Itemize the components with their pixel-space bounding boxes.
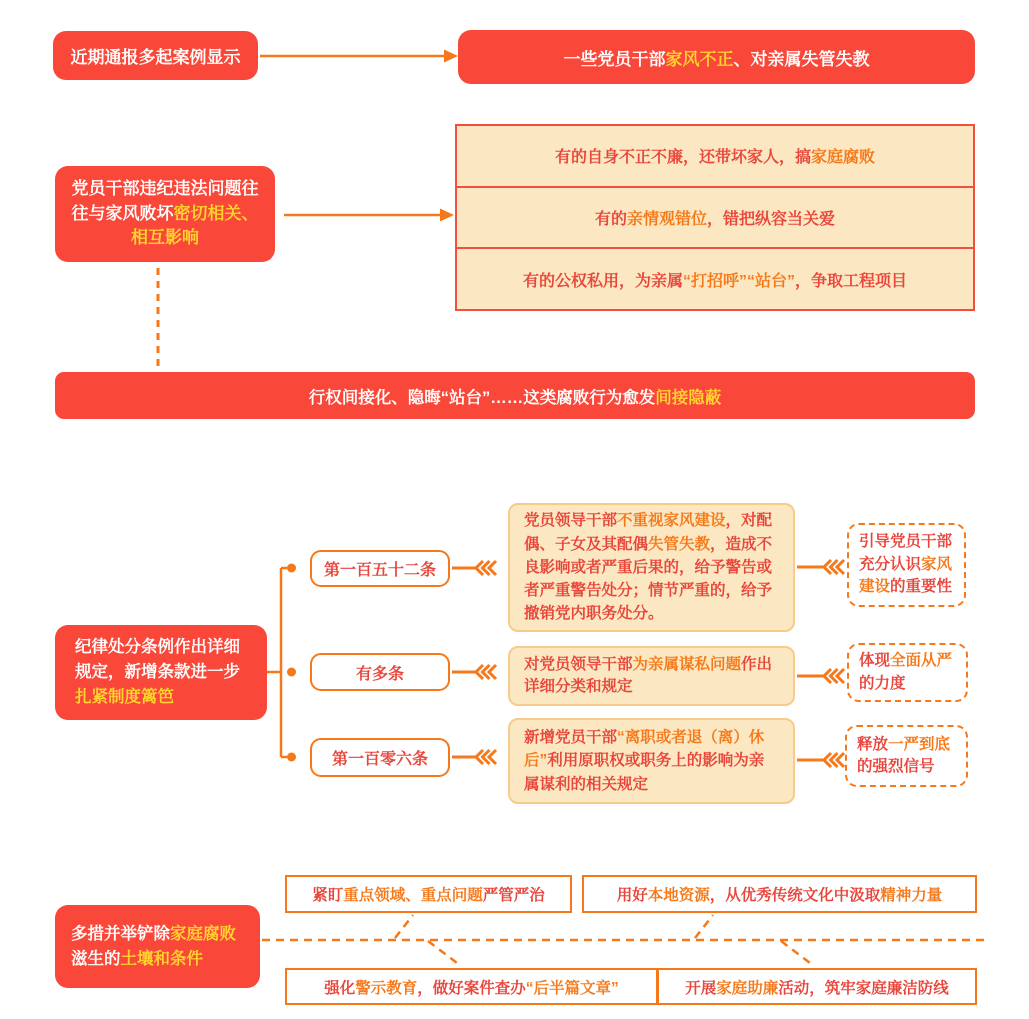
measure-box: [657, 968, 977, 1005]
article-pill-152: [310, 550, 450, 587]
dashed-measures-connector: [262, 915, 985, 966]
examples-panel: [455, 124, 975, 311]
provision-label: 党员领导干部不重视家风建设，对配偶、子女及其配偶失管失教，造成不良影响或者严重后果的，给予警告或者严重警告处分；情节严重的，给予撤销党内职务处分。: [524, 512, 773, 623]
trend-banner: [55, 372, 975, 419]
example-label: 有的公权私用，为亲属“打招呼”“站台”，争取工程项目: [522, 272, 908, 290]
result-box: [458, 30, 975, 84]
provision-box: [508, 646, 795, 706]
measure-box: [582, 875, 977, 913]
example-item: [457, 186, 973, 248]
measures-lead-box: [55, 905, 260, 988]
significance-label: 引导党员干部充分认识家风建设的重要性: [859, 533, 953, 596]
regulation-lead-label: 纪律处分条例作出详细规定，新增条款进一步扎紧制度篱笆: [75, 638, 240, 706]
measure-label: 紧盯重点领域、重点问题严管严治: [312, 887, 545, 904]
article-pill-label: 第一百零六条: [331, 751, 428, 768]
significance-box: [845, 725, 968, 787]
measure-box: [285, 968, 658, 1005]
example-item: [457, 126, 973, 186]
article-pill-label: 有多条: [355, 665, 404, 683]
significance-box: [847, 643, 968, 702]
example-label: 有的自身不正不廉，还带坏家人，搞家庭腐败: [554, 149, 876, 167]
article-pill-multi: [310, 653, 450, 691]
result-label: 一些党员干部家风不正、对亲属失管失教: [563, 49, 870, 69]
measure-box: [285, 875, 572, 913]
provision-label: 新增党员干部“离职或者退（离）休后”利用原职权或职务上的影响为亲属谋利的相关规定: [524, 729, 765, 793]
significance-box: [847, 523, 966, 607]
example-label: 有的亲情观错位，错把纵容当关爱: [594, 211, 836, 228]
case-reports-box: [53, 31, 258, 80]
arrow-case-to-result: [260, 50, 458, 63]
example-item: [457, 247, 973, 309]
bracket-connector: [267, 564, 296, 762]
measure-label: 用好本地资源，从优秀传统文化中汲取精神力量: [616, 887, 943, 904]
measures-lead-label: 多措并举铲除家庭腐败滋生的土壤和条件: [71, 924, 236, 968]
article-pill-106: [310, 738, 450, 777]
measure-label: 开展家庭助廉活动，筑牢家庭廉洁防线: [685, 979, 949, 997]
arrow-cause-to-examples: [284, 209, 454, 222]
measure-label: 强化警示教育，做好案件查办“后半篇文章”: [324, 979, 619, 997]
regulation-lead-box: [55, 625, 267, 720]
cause-box: [55, 166, 275, 262]
provision-box: [508, 503, 795, 632]
significance-label: 释放一严到底的强烈信号: [857, 735, 951, 775]
provision-label: 对党员领导干部为亲属谋私问题作出详细分类和规定: [524, 655, 773, 695]
significance-label: 体现全面从严的力度: [859, 652, 953, 692]
article-pill-label: 第一百五十二条: [323, 562, 436, 579]
trend-banner-label: 行权间接化、隐晦“站台”……这类腐败行为愈发间接隐蔽: [308, 388, 722, 407]
case-reports-label: 近期通报多起案例显示: [70, 48, 241, 67]
provision-box: [508, 718, 795, 804]
cause-label: 党员干部违纪违法问题往往与家风败坏密切相关、相互影响: [71, 179, 259, 248]
